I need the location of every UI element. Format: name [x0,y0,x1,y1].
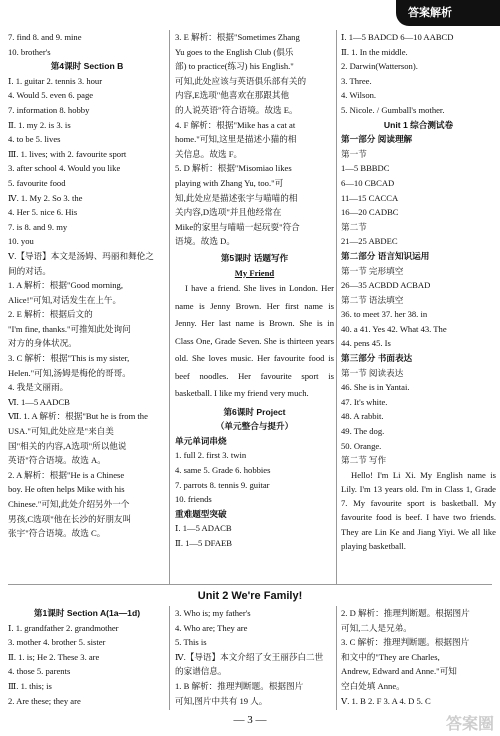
column-1 [8,30,166,541]
col1-lines-line: 3. C 解析：根据"This is my sister, [8,353,130,364]
bottom-c1-line: Ⅰ. 1. grandfather 2. grandmother [8,622,119,633]
bottom-c3-line: Ⅴ. 1. B 2. F 3. A 4. D 5. C [341,695,431,706]
col1-lines-line: Alice!"可知,对话发生在上午。 [8,294,122,305]
col1-lines-line: 1. A 解析：根据"Good morning, [8,280,123,291]
col2-lines-line: 可知,此处应该与英语俱乐部有关的 [175,75,307,86]
col1-lines-line: 4. Would 5. even 6. page [8,90,94,101]
col1-lines-line: 男孩,C选项"他在长沙的好朋友叫 [8,513,132,524]
bottom-divider-1 [169,606,170,710]
col2-lines-b-line: 单元单词串烧 [175,435,227,446]
bottom-c2-line: Ⅳ.【导语】本文介绍了女王丽莎白二世 [175,651,324,662]
col1-lines-line: "I'm fine, thanks."可推知此处询问 [8,323,131,334]
col3-lines-line: 第二节 [341,221,367,232]
col3-lines-line: 16—20 CADBC [341,207,399,218]
col3-lines-line: 46. She is in Yantai. [341,382,410,393]
col3-lines-line: 第二节 写作 [341,455,387,466]
essay-text: I have a friend. She lives in London. Her name is Jenny Brown. Her first name is Jenny. Her last name is Brown. She is in Class One, Grade Seven. She is thirteen years old. She loves music. Her favourite food is beef noodles. Her favourite sport is basketball. I like my friend very much. [175,283,334,399]
col1-lines-line: 7. is 8. and 9. my [8,221,68,232]
bottom-c3-line: 3. C 解析：推理判断题。根据图片 [341,637,470,648]
col3-lines-line: 21—25 ABDEC [341,236,398,247]
bottom-c1-line: 2. Are these; they are [8,695,81,706]
col1-lines-line: 3. after school 4. Would you like [8,163,121,174]
col1-lines-line: 2. A 解析：根据"He is a Chinese [8,469,125,480]
col1-lines-line: 10. brother's [8,46,51,57]
essay-title: My Friend [234,267,275,278]
col1-lines-line: Ⅰ. 1. guitar 2. tennis 3. hour [8,75,103,86]
bottom-c2-line: 的家谱信息。 [175,666,227,677]
col2-lines-line: Yu goes to the English Club (俱乐 [175,46,294,57]
col3-lines-line: 第一节 [341,148,367,159]
col1-lines-line: 5. favourite food [8,177,66,188]
col3-lines-line: 第一节 阅读表达 [341,367,404,378]
bottom-c3-line: 空白处填 Anne。 [341,680,405,691]
col3-lines-line: Unit 1 综合测试卷 [383,119,454,130]
bottom-c3-line: 可知,二人是兄弟。 [341,622,412,633]
col1-lines-line: Helen."可知,汤姆是梅伦的哥哥。 [8,367,131,378]
column-3 [341,30,496,553]
col3-lines-line: 48. A rabbit. [341,411,384,422]
page-number: — 3 — [233,714,267,726]
col3-lines-line: 1—5 BBBDC [341,163,390,174]
bottom-col-1 [8,606,166,708]
col1-lines-line: Ⅴ.【导语】本文是汤姆、玛丽和舞伦之 [8,250,154,261]
answer-badge: 答案解析 [396,0,500,26]
col3-lines-line: 47. It's white. [341,396,388,407]
col1-lines-line: 英语"符合语境。故选 A。 [8,455,106,466]
bottom-c2-line: 5. This is [175,637,207,648]
col3-lines-line: 第三部分 书面表达 [341,353,413,364]
col3-lines-line: 2. Darwin(Watterson). [341,61,418,72]
bottom-col-3 [341,606,496,708]
lesson5-title: 第5课时 话题写作 [220,252,289,263]
col1-lines-line: Ⅶ. 1. A 解析：根据"But he is from the [8,411,148,422]
bottom-c2-line: 4. Who are; They are [175,622,248,633]
col3-lines-line: 40. a 41. Yes 42. What 43. The [341,323,447,334]
col1-lines-line: 第4课时 Section B [50,61,124,72]
col1-lines-line: 国"相关的内容,A选项"所以他说 [8,440,127,451]
col2-lines-line: 内容,E选项"他喜欢在那跟其他 [175,90,290,101]
col2-lines-line: Mike的家里与喵喵一起玩耍"符合 [175,221,300,232]
col1-lines-line: Ⅵ. 1—5 AADCB [8,396,70,407]
col1-lines-line: 4. Her 5. nice 6. His [8,207,78,218]
col3-lines-line: 44. pens 45. Is [341,338,391,349]
bottom-c2-line: 1. B 解析：推理判断题。根据图片 [175,680,304,691]
bottom-c1-line: 4. those 5. parents [8,666,71,677]
col1-lines-line: Ⅲ. 1. lives; with 2. favourite sport [8,148,127,159]
bottom-c1-line: 3. mother 4. brother 5. sister [8,637,106,648]
col1-lines-line: boy. He often helps Mike with his [8,484,125,495]
col2-lines-line: 的人说英语"符合语境。故选 E。 [175,104,298,115]
col3-lines-line: 4. Wilson. [341,90,377,101]
col3-lines-line: 第一部分 阅读理解 [341,134,413,145]
col2-lines-line: 知,此处应是描述张宇与喵喵的相 [175,192,298,203]
bottom-c3-line: 2. D 解析：推理判断题。根据图片 [341,608,470,618]
bottom-divider-2 [336,606,337,710]
col2-lines-line: home."可知,这里是描述小猫的相 [175,134,297,145]
col1-lines-line: 4. 我是文丽雨。 [8,382,69,393]
bottom-c2-line: 可知,图片中共有 19 人。 [175,695,268,706]
col2-lines-line: playing with Zhang Yu, too."可 [175,177,284,188]
col2-lines-line: 4. F 解析：根据"Mike has a cat at [175,119,296,130]
col3-lines-line: 6—10 CBCAD [341,177,395,188]
col3-lines-line: Ⅱ. 1. In the middle. [341,46,408,57]
col2-lines-b-line: 1. full 2. first 3. twin [175,450,247,461]
col3-lines-line: 50. Orange. [341,440,382,451]
column-divider-1 [169,30,170,585]
col2-lines-line: 5. D 解析：根据"Misomiao likes [175,163,292,174]
col3-essay: Hello! I'm Li Xi. My English name is Lily. I'm 13 years old. I'm in Class 1, Grade 7. My favourite sport is basketball. My favourite food is beef. I have two friends. They are Lin Ke and Jiang Yiyi. We all like playing basketball. [341,469,496,551]
col2-lines-line: 关信息。故选 F。 [175,148,243,159]
col1-lines-line: 7. information 8. hobby [8,104,90,115]
col2-lines-b-line: Ⅱ. 1—5 DFAEB [175,537,233,548]
col1-lines-line: USA."可知,此处应是"来自美 [8,426,114,437]
col1-lines-line: 2. E 解析：根据后文的 [8,309,93,320]
col2-lines-line: 部) to practice(练习) his English." [175,61,294,72]
bottom-c1-line: Ⅲ. 1. this; is [8,680,52,691]
col3-lines-line: 11—15 CACCA [341,192,399,203]
col1-lines-line: 10. you [8,236,34,247]
column-divider-2 [336,30,337,585]
col3-lines-line: 第二节 语法填空 [341,294,404,305]
bottom-c1-line: Ⅱ. 1. is; He 2. These 3. are [8,651,100,662]
col2-lines-b-line: 第6课时 Project [223,406,286,417]
bottom-c3-line: Andrew, Edward and Anne."可知 [341,666,457,677]
col3-lines-line: Ⅰ. 1—5 BADCD 6—10 AABCD [341,32,454,42]
col1-lines-line: Ⅱ. 1. my 2. is 3. is [8,119,71,130]
col2-lines-b-line: 7. parrots 8. tennis 9. guitar [175,479,270,490]
col2-lines-b-line: 10. friends [175,494,212,505]
col1-lines-line: Ⅳ. 1. My 2. So 3. the [8,192,83,203]
column-2 [175,30,334,551]
col3-lines-line: 第二部分 语言知识运用 [341,250,430,261]
unit2-rule-top [8,584,492,585]
bottom-col-2 [175,606,334,708]
bottom-c1-line: 第1课时 Section A(1a—1d) [33,608,141,618]
unit2-title: Unit 2 We're Family! [197,590,303,602]
col2-lines-line: 语境。故选 D。 [175,236,235,247]
col2-lines-line: 关内容,D选项"并且他经常在 [175,207,282,218]
bottom-c3-line: 和文中的"They are Charles, [341,651,440,662]
col1-lines-line: 7. find 8. and 9. mine [8,32,82,42]
col1-lines-line: Chinese."可知,此处介绍另外一个 [8,499,130,509]
col2-lines-b-line: Ⅰ. 1—5 ADACB [175,523,232,534]
col1-lines-line: 间的对话。 [8,265,51,276]
col2-lines-b-line: 重难题型突破 [175,508,227,519]
col3-lines-line: 26—35 ACBDD ACBAD [341,280,431,291]
col3-lines-line: 5. Nicole. / Gumball's mother. [341,104,445,115]
col3-lines-line: 36. to meet 37. her 38. in [341,309,428,320]
col1-lines-line: 4. to be 5. lives [8,134,61,145]
watermark: 答案圈 [445,716,494,733]
col2-lines-line: 3. E 解析：根据"Sometimes Zhang [175,32,300,42]
col3-lines-line: 第一节 完形填空 [341,265,404,276]
bottom-c2-line: 3. Who is; my father's [175,608,251,618]
col2-lines-b-line: 4. same 5. Grade 6. hobbies [175,464,271,475]
col2-lines-b-line: （单元整合与提升） [215,421,294,432]
col1-lines-line: 张宇"符合语境。故选 C。 [8,528,106,539]
col1-lines-line: 对方的身体状况。 [8,338,77,349]
col3-lines-line: 3. Three. [341,75,372,86]
col3-lines-line: 49. The dog. [341,426,385,437]
